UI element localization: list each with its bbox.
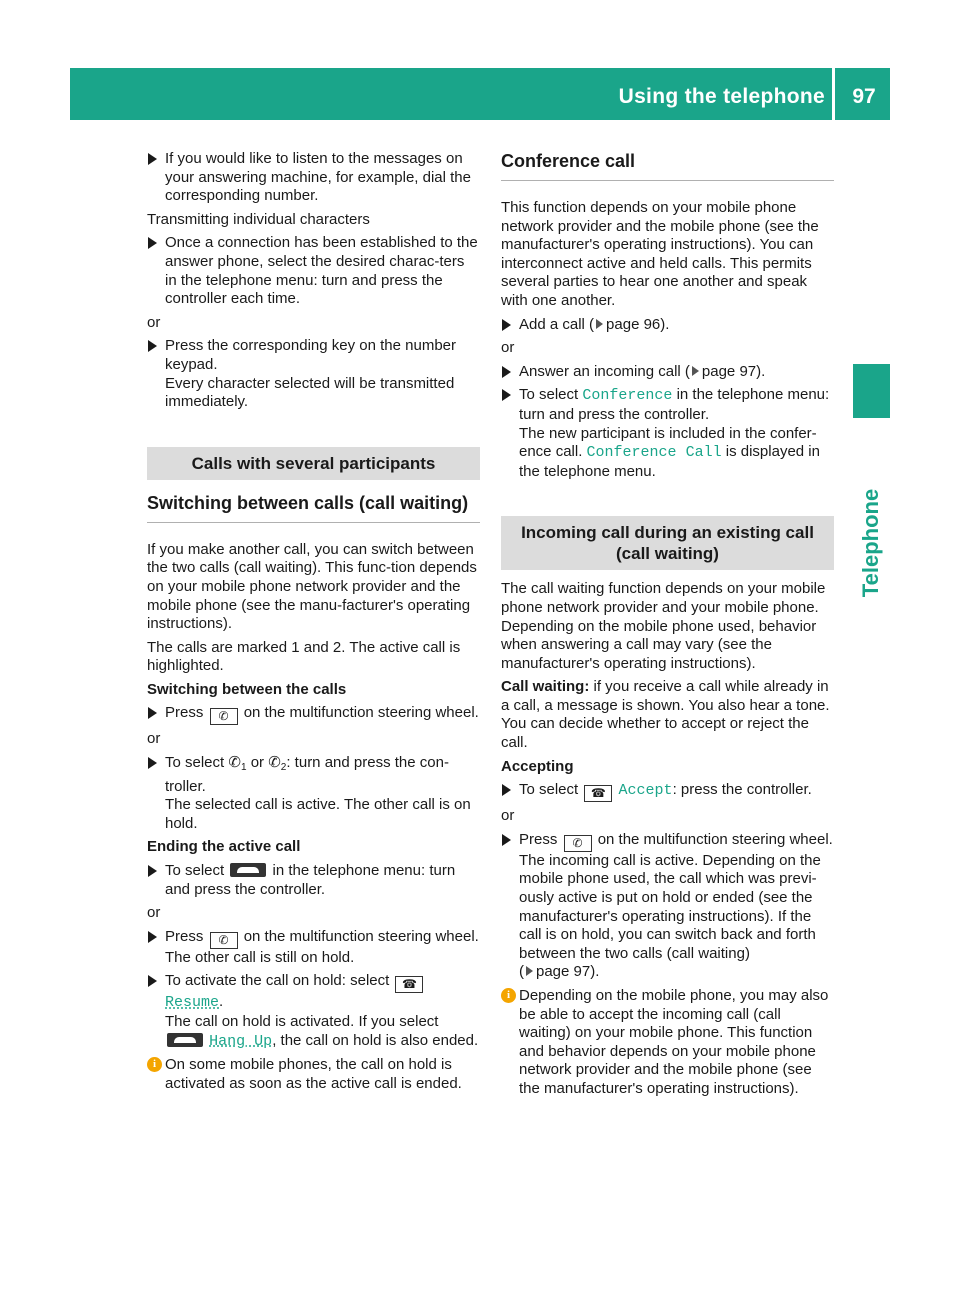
step-result-text: , the call on hold is also ended.	[272, 1031, 479, 1049]
menu-item-accept: Accept	[618, 782, 673, 800]
hang-up-icon	[167, 1033, 203, 1047]
call-index: 1	[240, 762, 247, 774]
step-arrow-icon	[502, 784, 511, 796]
section-heading: Switching between calls (call waiting)	[147, 492, 469, 513]
step-arrow-icon	[502, 366, 511, 378]
step-text: in the telephone menu: turn and press the controller.	[165, 862, 456, 898]
step-text: or	[250, 754, 265, 772]
instruction-step	[147, 150, 480, 206]
step-arrow-icon	[502, 834, 511, 846]
instruction-step	[501, 386, 834, 481]
menu-item-conference-call: Conference Call	[586, 444, 722, 462]
or-separator: or	[147, 904, 161, 922]
page-section-title: Using the telephone	[618, 85, 825, 108]
term-text: if you receive a call while already in a call, a message is shown. You also hear a tone. You can decide whether to accept or reject the call.	[501, 678, 830, 752]
instruction-step	[147, 928, 480, 968]
menu-item-hang-up: Hang Up	[209, 1032, 273, 1050]
call-index: 2	[280, 762, 287, 774]
or-separator: or	[147, 730, 161, 748]
term-label: Call waiting:	[501, 678, 590, 696]
section-band-heading: Calls with several participants	[147, 447, 480, 480]
info-icon: i	[147, 1057, 162, 1072]
step-text: on the multifunction steering wheel.	[243, 704, 479, 722]
section-heading: Conference call	[501, 151, 636, 171]
page-ref-triangle-icon	[692, 366, 699, 376]
info-text: On some mobile phones, the call on hold is activated as soon as the active call is ended.	[165, 1056, 462, 1092]
step-result-text: The new participant is included in the confer-ence call.	[519, 424, 817, 461]
instruction-step	[147, 862, 480, 899]
info-note	[501, 987, 834, 1099]
step-arrow-icon	[502, 389, 511, 401]
instruction-step	[501, 781, 834, 802]
phone-handset-icon: ✆	[210, 708, 238, 725]
step-result-text: The incoming call is active. Depending on the mobile phone used, the call which was previ-ously active is put on hold or ended (see the manufacturer's operating instructions). If the call is on hold, you can switch back and forth between the two calls (call waiting)	[519, 851, 821, 962]
menu-item-resume: Resume	[165, 994, 220, 1012]
paragraph: The call waiting function depends on your mobile phone network provider and your mobile phone. Depending on the mobile phone used, behavior when answering a call may vary (see the manufacturer's operating instructions).	[501, 580, 826, 672]
instruction-step	[147, 234, 480, 308]
instruction-step	[147, 704, 480, 725]
info-note	[147, 1056, 480, 1093]
subheading: Switching between the calls	[147, 680, 347, 698]
step-text: in the telephone menu: turn and press the controller.	[519, 386, 830, 423]
subheading: Accepting	[501, 757, 574, 775]
step-text: Add a call (	[519, 315, 595, 333]
page-number: 97	[852, 85, 876, 108]
page-reference: page 96).	[606, 315, 670, 333]
paragraph	[501, 678, 834, 752]
info-icon: i	[501, 988, 516, 1003]
step-text: Press	[165, 927, 204, 945]
paragraph: This function depends on your mobile phone network provider and the mobile phone (see the manufacturer's operating instructions). You can interconnect active and held calls. This permits several parties to hear one another and speak with one another.	[501, 199, 819, 309]
step-arrow-icon	[148, 865, 157, 877]
phone-handset-icon: ✆	[228, 754, 241, 772]
step-text: Press the corresponding key on the number keypad.	[165, 337, 456, 373]
step-text: To select	[165, 862, 225, 880]
step-arrow-icon	[148, 975, 157, 987]
hang-up-icon: ✆	[210, 932, 238, 949]
instruction-step	[147, 972, 480, 1051]
step-arrow-icon	[148, 340, 157, 352]
page-ref-triangle-icon	[526, 966, 533, 976]
phone-handset-icon: ✆	[268, 754, 281, 772]
menu-item-conference: Conference	[582, 387, 673, 405]
header-divider	[832, 68, 835, 120]
left-column	[147, 150, 480, 1098]
step-arrow-icon	[148, 237, 157, 249]
instruction-step	[147, 754, 480, 833]
or-separator: or	[501, 807, 515, 825]
instruction-step	[147, 337, 480, 411]
step-result-text: Every character selected will be transmitted immediately.	[165, 374, 455, 411]
paragraph: If you make another call, you can switch between the two calls (call waiting). This func-tion depends on your mobile phone network provider and the mobile phone (see the manu-facturer's operating instructions).	[147, 540, 477, 633]
step-result-text: The selected call is active. The other call is on hold.	[165, 796, 471, 832]
step-arrow-icon	[148, 931, 157, 943]
paragraph: Transmitting individual characters	[147, 210, 370, 228]
step-text: To select	[519, 781, 579, 799]
or-separator: or	[501, 339, 515, 357]
instruction-step: Press ✆ on the multifunction steering wheel. The incoming call is active. Depending on the mobile phone used, the call which was previ-ously active is put on hold or ended (see the manufacturer's operating instructions). If the call is on hold, you can switch back and forth between the two calls (call waiting) ( page 97).	[501, 831, 834, 982]
step-arrow-icon	[148, 153, 157, 165]
heading-rule	[501, 180, 834, 181]
step-text: : press the controller.	[672, 781, 812, 799]
step-result-text: The other call is still on hold.	[165, 948, 355, 966]
step-text: To activate the call on hold: select	[165, 972, 390, 990]
step-text: If you would like to listen to the messages on your answering machine, for example, dial the corresponding number.	[165, 150, 471, 205]
heading-rule	[147, 522, 480, 523]
step-text: Press	[165, 704, 204, 722]
step-text: Press	[519, 830, 558, 848]
chapter-tab-marker	[853, 364, 890, 418]
page-reference: page 97).	[536, 963, 600, 981]
step-arrow-icon	[502, 319, 511, 331]
hang-up-icon	[230, 863, 266, 877]
step-arrow-icon	[148, 707, 157, 719]
paragraph: The calls are marked 1 and 2. The active call is highlighted.	[147, 638, 461, 675]
step-text: Answer an incoming call (	[519, 362, 690, 380]
step-text: To select	[165, 754, 225, 772]
step-text: : turn and press the con-troller.	[165, 754, 449, 795]
chapter-tab-label: Telephone	[858, 488, 883, 598]
subheading: Ending the active call	[147, 838, 301, 856]
step-text: on the multifunction steering wheel.	[597, 830, 833, 848]
step-text: .	[219, 993, 224, 1011]
step-result-text: is displayed in the telephone menu.	[519, 443, 820, 480]
step-arrow-icon	[148, 757, 157, 769]
step-text: To select	[519, 386, 579, 404]
phone-pickup-icon: ☎	[395, 976, 423, 993]
or-separator: or	[147, 313, 161, 331]
step-text: on the multifunction steering wheel.	[243, 927, 479, 945]
right-column	[501, 150, 834, 1104]
instruction-step	[501, 316, 834, 335]
phone-handset-icon: ✆	[564, 835, 592, 852]
info-text: Depending on the mobile phone, you may also be able to accept the incoming call (call waiting) on your mobile phone. This function and behavior depends on your mobile phone network provider and the mobile phone (see the manufacturer's operating instructions).	[519, 987, 829, 1097]
phone-pickup-icon: ☎	[584, 785, 612, 802]
page-ref-triangle-icon	[596, 319, 603, 329]
step-text: Once a connection has been established to the answer phone, select the desired charac-ters in the telephone menu: turn and press the controller each time.	[165, 234, 478, 308]
section-band-heading: Incoming call during an existing call (call waiting)	[501, 516, 834, 570]
step-result-text: The call on hold is activated. If you select	[165, 1013, 439, 1030]
instruction-step	[501, 363, 834, 382]
page-reference: page 97).	[701, 362, 766, 380]
